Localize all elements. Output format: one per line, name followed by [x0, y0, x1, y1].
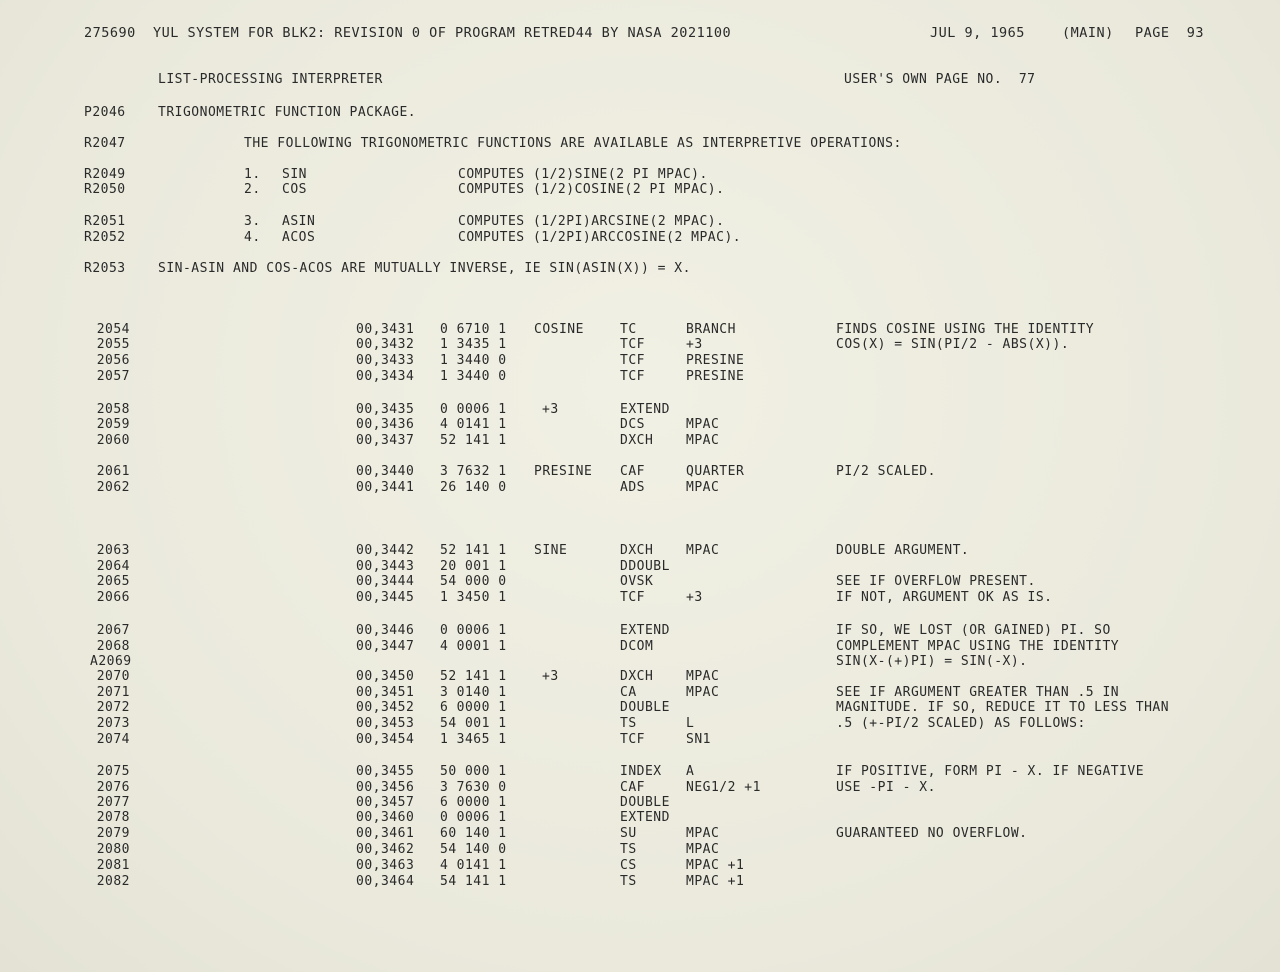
line-number: 2066	[96, 590, 130, 605]
octal-code: 54 000 0	[440, 574, 507, 589]
line-number: 2081	[96, 858, 130, 873]
opcode: DXCH	[620, 433, 654, 448]
line-number: 2061	[96, 464, 130, 479]
comment: IF POSITIVE, FORM PI - X. IF NEGATIVE	[836, 764, 1145, 779]
address: 00,3432	[356, 337, 415, 352]
opcode: TCF	[620, 732, 645, 747]
address: 00,3434	[356, 369, 415, 384]
function-number: 3.	[244, 214, 261, 229]
octal-code: 3 7632 1	[440, 464, 507, 479]
line-number: 2060	[96, 433, 130, 448]
operand: MPAC	[686, 842, 720, 857]
octal-code: 3 0140 1	[440, 685, 507, 700]
octal-code: 0 6710 1	[440, 322, 507, 337]
octal-code: 4 0001 1	[440, 639, 507, 654]
octal-code: 1 3435 1	[440, 337, 507, 352]
address: 00,3436	[356, 417, 415, 432]
comment: DOUBLE ARGUMENT.	[836, 543, 970, 558]
function-description: COMPUTES (1/2)COSINE(2 PI MPAC).	[458, 182, 725, 197]
remark-tag: R2049	[84, 167, 126, 182]
listing-header: 275690 YUL SYSTEM FOR BLK2: REVISION 0 OF PROGRAM RETRED44 BY NASA 2021100	[84, 25, 732, 41]
comment: SEE IF OVERFLOW PRESENT.	[836, 574, 1036, 589]
listing-date: JUL 9, 1965	[930, 25, 1025, 41]
remark-text: TRIGONOMETRIC FUNCTION PACKAGE.	[158, 105, 417, 120]
opcode: OVSK	[620, 574, 654, 589]
operand: MPAC +1	[686, 858, 745, 873]
operand: +3	[686, 337, 703, 352]
function-description: COMPUTES (1/2PI)ARCCOSINE(2 MPAC).	[458, 230, 742, 245]
remark-text: SIN-ASIN AND COS-ACOS ARE MUTUALLY INVERSE, IE SIN(ASIN(X)) = X.	[158, 261, 691, 276]
line-number: 2082	[96, 874, 130, 889]
line-number: 2075	[96, 764, 130, 779]
line-number: 2077	[96, 795, 130, 810]
octal-code: 54 001 1	[440, 716, 507, 731]
opcode: DDOUBL	[620, 559, 670, 574]
address: 00,3441	[356, 480, 415, 495]
line-number: 2062	[96, 480, 130, 495]
octal-code: 3 7630 0	[440, 780, 507, 795]
octal-code: 1 3440 0	[440, 369, 507, 384]
function-number: 1.	[244, 167, 261, 182]
opcode: TS	[620, 842, 637, 857]
opcode: DXCH	[620, 543, 654, 558]
octal-code: 54 140 0	[440, 842, 507, 857]
user-page-number: USER'S OWN PAGE NO. 77	[844, 72, 1036, 87]
address: 00,3454	[356, 732, 415, 747]
octal-code: 20 001 1	[440, 559, 507, 574]
section-title: LIST-PROCESSING INTERPRETER	[158, 72, 383, 87]
opcode: TCF	[620, 337, 645, 352]
line-number: 2074	[96, 732, 130, 747]
octal-code: 54 141 1	[440, 874, 507, 889]
remark-tag: R2053	[84, 261, 126, 276]
opcode: CA	[620, 685, 637, 700]
operand: MPAC	[686, 417, 720, 432]
address: 00,3463	[356, 858, 415, 873]
address: 00,3462	[356, 842, 415, 857]
octal-code: 52 141 1	[440, 433, 507, 448]
line-number: 2055	[96, 337, 130, 352]
comment: IF NOT, ARGUMENT OK AS IS.	[836, 590, 1053, 605]
comment: COMPLEMENT MPAC USING THE IDENTITY	[836, 639, 1120, 654]
line-number: 2064	[96, 559, 130, 574]
comment: FINDS COSINE USING THE IDENTITY	[836, 322, 1095, 337]
opcode: CAF	[620, 464, 645, 479]
operand: L	[686, 716, 695, 731]
octal-code: 6 0000 1	[440, 700, 507, 715]
opcode: CS	[620, 858, 637, 873]
opcode: EXTEND	[620, 810, 670, 825]
label: SINE	[534, 543, 568, 558]
line-number: 2079	[96, 826, 130, 841]
operand: SN1	[686, 732, 711, 747]
address: 00,3451	[356, 685, 415, 700]
label: PRESINE	[534, 464, 593, 479]
address: 00,3453	[356, 716, 415, 731]
operand: MPAC	[686, 669, 720, 684]
address: 00,3445	[356, 590, 415, 605]
operand: A	[686, 764, 695, 779]
comment: SEE IF ARGUMENT GREATER THAN .5 IN	[836, 685, 1120, 700]
line-number: 2073	[96, 716, 130, 731]
operand: MPAC	[686, 433, 720, 448]
octal-code: 52 141 1	[440, 669, 507, 684]
remark-tag: R2047	[84, 136, 126, 151]
octal-code: 50 000 1	[440, 764, 507, 779]
address: 00,3455	[356, 764, 415, 779]
address: 00,3437	[356, 433, 415, 448]
opcode: TC	[620, 322, 637, 337]
line-number: 2056	[96, 353, 130, 368]
address: 00,3452	[356, 700, 415, 715]
address: 00,3431	[356, 322, 415, 337]
address: 00,3450	[356, 669, 415, 684]
operand: +3	[686, 590, 703, 605]
remark-text: THE FOLLOWING TRIGONOMETRIC FUNCTIONS ARE AVAILABLE AS INTERPRETIVE OPERATIONS:	[244, 136, 902, 151]
line-number: 2058	[96, 402, 130, 417]
comment: USE -PI - X.	[836, 780, 936, 795]
opcode: TCF	[620, 369, 645, 384]
octal-code: 52 141 1	[440, 543, 507, 558]
remark-tag: P2046	[84, 105, 126, 120]
operand: MPAC	[686, 685, 720, 700]
line-number: 2054	[96, 322, 130, 337]
operand: PRESINE	[686, 369, 745, 384]
line-number: 2059	[96, 417, 130, 432]
line-number: 2057	[96, 369, 130, 384]
operand: MPAC	[686, 543, 720, 558]
address: 00,3464	[356, 874, 415, 889]
listing-main: (MAIN)	[1062, 25, 1114, 41]
address: 00,3460	[356, 810, 415, 825]
function-description: COMPUTES (1/2)SINE(2 PI MPAC).	[458, 167, 708, 182]
comment: PI/2 SCALED.	[836, 464, 936, 479]
operand: PRESINE	[686, 353, 745, 368]
address: 00,3457	[356, 795, 415, 810]
operand: QUARTER	[686, 464, 745, 479]
function-name: SIN	[282, 167, 307, 182]
remark-tag: R2051	[84, 214, 126, 229]
address: 00,3440	[356, 464, 415, 479]
octal-code: 1 3440 0	[440, 353, 507, 368]
opcode: TCF	[620, 590, 645, 605]
line-number: 2076	[96, 780, 130, 795]
address: 00,3456	[356, 780, 415, 795]
opcode: TCF	[620, 353, 645, 368]
operand: MPAC	[686, 480, 720, 495]
octal-code: 4 0141 1	[440, 417, 507, 432]
address: 00,3433	[356, 353, 415, 368]
comment: GUARANTEED NO OVERFLOW.	[836, 826, 1028, 841]
opcode: EXTEND	[620, 402, 670, 417]
octal-code: 26 140 0	[440, 480, 507, 495]
remark-tag: R2050	[84, 182, 126, 197]
address: 00,3443	[356, 559, 415, 574]
line-number: A2069	[90, 654, 132, 669]
opcode: DXCH	[620, 669, 654, 684]
opcode: TS	[620, 716, 637, 731]
operand: MPAC	[686, 826, 720, 841]
octal-code: 0 0006 1	[440, 623, 507, 638]
opcode: DOUBLE	[620, 700, 670, 715]
line-number: 2080	[96, 842, 130, 857]
operand: NEG1/2 +1	[686, 780, 761, 795]
octal-code: 1 3450 1	[440, 590, 507, 605]
opcode: INDEX	[620, 764, 662, 779]
line-number: 2071	[96, 685, 130, 700]
line-number: 2070	[96, 669, 130, 684]
address: 00,3446	[356, 623, 415, 638]
line-number: 2078	[96, 810, 130, 825]
function-name: ASIN	[282, 214, 316, 229]
label: +3	[542, 402, 559, 417]
line-number: 2067	[96, 623, 130, 638]
address: 00,3442	[356, 543, 415, 558]
line-number: 2068	[96, 639, 130, 654]
opcode: DCOM	[620, 639, 654, 654]
address: 00,3447	[356, 639, 415, 654]
comment: MAGNITUDE. IF SO, REDUCE IT TO LESS THAN	[836, 700, 1170, 715]
comment: COS(X) = SIN(PI/2 - ABS(X)).	[836, 337, 1070, 352]
line-number: 2072	[96, 700, 130, 715]
address: 00,3435	[356, 402, 415, 417]
function-number: 4.	[244, 230, 261, 245]
octal-code: 1 3465 1	[440, 732, 507, 747]
line-number: 2063	[96, 543, 130, 558]
function-description: COMPUTES (1/2PI)ARCSINE(2 MPAC).	[458, 214, 725, 229]
opcode: ADS	[620, 480, 645, 495]
opcode: TS	[620, 874, 637, 889]
octal-code: 60 140 1	[440, 826, 507, 841]
octal-code: 0 0006 1	[440, 810, 507, 825]
label: COSINE	[534, 322, 584, 337]
opcode: DOUBLE	[620, 795, 670, 810]
function-name: ACOS	[282, 230, 316, 245]
address: 00,3461	[356, 826, 415, 841]
opcode: CAF	[620, 780, 645, 795]
line-number: 2065	[96, 574, 130, 589]
operand: BRANCH	[686, 322, 736, 337]
address: 00,3444	[356, 574, 415, 589]
function-name: COS	[282, 182, 307, 197]
remark-tag: R2052	[84, 230, 126, 245]
octal-code: 0 0006 1	[440, 402, 507, 417]
octal-code: 6 0000 1	[440, 795, 507, 810]
opcode: SU	[620, 826, 637, 841]
comment: .5 (+-PI/2 SCALED) AS FOLLOWS:	[836, 716, 1086, 731]
comment: SIN(X-(+)PI) = SIN(-X).	[836, 654, 1028, 669]
opcode: EXTEND	[620, 623, 670, 638]
opcode: DCS	[620, 417, 645, 432]
comment: IF SO, WE LOST (OR GAINED) PI. SO	[836, 623, 1111, 638]
operand: MPAC +1	[686, 874, 745, 889]
label: +3	[542, 669, 559, 684]
page-number: PAGE 93	[1135, 25, 1205, 41]
octal-code: 4 0141 1	[440, 858, 507, 873]
function-number: 2.	[244, 182, 261, 197]
